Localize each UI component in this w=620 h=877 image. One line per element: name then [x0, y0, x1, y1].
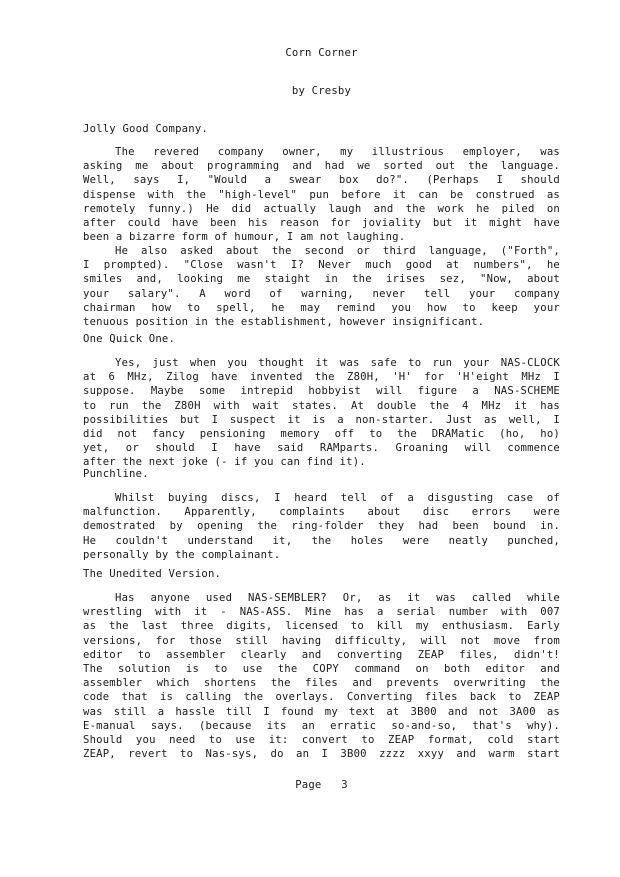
- page-footer: [83, 779, 560, 791]
- text-line: dispense with the "high-level" pun before it can be construed as: [83, 188, 560, 201]
- text-line: ZEAP, revert to Nas-sys, do an I 3B00 zzzz xxyy and warm start: [83, 748, 560, 761]
- text-line: personally by the complainant.: [83, 548, 281, 561]
- text-line: Should you need to use it: convert to ZEAP format, cold start: [83, 734, 560, 747]
- text-line: remotely funny.) He did actually laugh and the work he piled on: [83, 202, 560, 215]
- text-line: asking me about programming and had we sorted out the language.: [83, 160, 560, 173]
- text-line: demostrated by opening the ring-folder they had been bound in.: [83, 520, 560, 533]
- text-line: code that is calling the overlays. Converting files back to ZEAP: [83, 691, 560, 704]
- text-line: assembler which shortens the files and prevents overwriting the: [83, 677, 560, 690]
- text-line: possibilities but I suspect it is a non-starter. Just as well, I: [83, 413, 560, 426]
- text-line: Has anyone used NAS-SEMBLER? Or, as it was called while: [115, 592, 560, 604]
- text-line: Well, says I, "Would a swear box do?". (Perhaps I should: [83, 174, 560, 187]
- text-line: to run the Z80H with wait states. At double the 4 MHz it has: [83, 399, 560, 412]
- paragraph: [83, 491, 560, 562]
- paragraph: [83, 591, 560, 761]
- text-line: as the last three digits, licensed to kill my enthusiasm. Early: [83, 620, 560, 633]
- section-heading-jolly-good-company: Jolly Good Company.: [83, 123, 208, 135]
- text-line: versions, for those still having difficulty, will not move from: [83, 634, 560, 647]
- text-line: after the next joke (- if you can find it).: [83, 456, 366, 469]
- text-line: I prompted). "Close wasn't I? Never much good at numbers", he: [83, 259, 560, 272]
- text-line: He also asked about the second or third language, ("Forth",: [115, 245, 560, 257]
- text-line: been a bizarre form of humour, I am not laughing.: [83, 231, 406, 244]
- text-line: did not fancy pensioning memory off to the DRAMatic (ho, ho): [83, 428, 560, 441]
- text-line: tenuous position in the establishment, however insignificant.: [83, 316, 485, 329]
- text-line: yet, or should I have said RAMparts. Groaning will commence: [83, 442, 560, 455]
- text-line: your salary". A word of warning, never tell your company: [83, 287, 560, 300]
- text-line: at 6 MHz, Zilog have invented the Z80H, 'H' for 'H'eight MHz I: [83, 371, 560, 384]
- section-heading-punchline: Punchline.: [83, 468, 149, 480]
- paragraph: [83, 244, 560, 329]
- text-line: E-manual says. (because its an erratic so-and-so, that's why).: [83, 719, 560, 732]
- section-heading-the-unedited-version: The Unedited Version.: [83, 568, 222, 580]
- text-line: was still a hassle till I found my text at 3B00 and not 3A00 as: [83, 705, 560, 718]
- text-line: editor to assembler clearly and converting ZEAP files, didn't!: [83, 648, 560, 661]
- text-line: suppose. Maybe some intrepid hobbyist will figure a NAS-SCHEME: [83, 385, 560, 398]
- text-line: malfunction. Apparently, complaints about disc errors were: [83, 506, 560, 519]
- text-line: Whilst buying discs, I heard tell of a disgusting case of: [115, 492, 560, 504]
- text-line: Yes, just when you thought it was safe to run your NAS-CLOCK: [115, 357, 560, 369]
- text-line: after could have been his reason for joviality but it might have: [83, 217, 560, 230]
- paragraph: [83, 356, 560, 470]
- document-byline: by Cresby: [291, 85, 352, 97]
- page-label: Page: [295, 779, 322, 791]
- text-line: wrestling with it - NAS-ASS. Mine has a serial number with 007: [83, 606, 560, 619]
- text-line: He couldn't understand it, the holes were neatly punched,: [83, 534, 560, 547]
- text-line: smiles and, looking me staight in the irises sez, "Now, about: [83, 273, 560, 286]
- section-heading-one-quick-one: One Quick One.: [83, 333, 176, 345]
- text-line: chairman how to spell, he may remind you how to keep your: [83, 301, 560, 314]
- page-number: 3: [341, 779, 348, 791]
- document-title: Corn Corner: [285, 47, 358, 59]
- paragraph: [83, 145, 560, 244]
- text-line: The solution is to use the COPY command on both editor and: [83, 663, 560, 676]
- text-line: The revered company owner, my illustrious employer, was: [115, 146, 560, 158]
